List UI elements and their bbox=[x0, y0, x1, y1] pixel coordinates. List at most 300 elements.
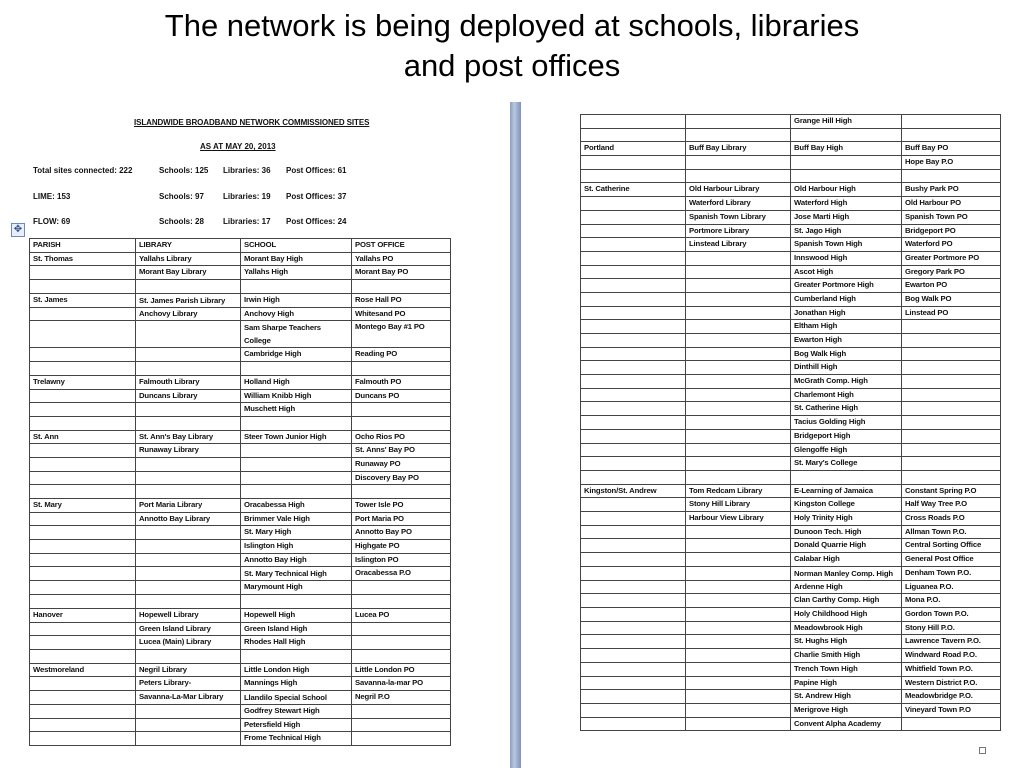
table-cell: Stony Hill Library bbox=[686, 498, 791, 512]
table-cell bbox=[686, 115, 791, 129]
table-cell: Linstead PO bbox=[902, 306, 1001, 320]
document-page-left bbox=[13, 106, 464, 768]
table-cell bbox=[686, 265, 791, 279]
table-cell: Morant Bay High bbox=[241, 252, 352, 266]
table-cell: Holy Childhood High bbox=[791, 608, 902, 622]
table-cell: Morant Bay Library bbox=[136, 266, 241, 280]
table-cell: Portland bbox=[581, 142, 686, 156]
table-cell bbox=[30, 553, 136, 567]
table-cell bbox=[581, 470, 686, 484]
table-cell bbox=[686, 416, 791, 430]
table-cell bbox=[30, 457, 136, 471]
table-row bbox=[30, 499, 451, 513]
table-cell bbox=[581, 224, 686, 238]
table-cell: Whitfield Town P.O. bbox=[902, 662, 1001, 676]
table-cell bbox=[352, 718, 451, 732]
table-cell: Calabar High bbox=[791, 553, 902, 567]
table-cell bbox=[352, 595, 451, 609]
table-cell bbox=[352, 636, 451, 650]
table-cell bbox=[902, 169, 1001, 183]
table-cell: Ewarton High bbox=[791, 334, 902, 348]
table-row bbox=[581, 566, 1001, 580]
table-cell: Constant Spring P.O bbox=[902, 484, 1001, 498]
table-cell bbox=[581, 608, 686, 622]
table-cell bbox=[686, 676, 791, 690]
table-row bbox=[30, 416, 451, 430]
table-cell bbox=[686, 566, 791, 580]
table-cell: William Knibb High bbox=[241, 389, 352, 403]
table-cell bbox=[241, 649, 352, 663]
table-cell bbox=[686, 621, 791, 635]
table-cell: Runaway PO bbox=[352, 457, 451, 471]
table-cell: Dunoon Tech. High bbox=[791, 525, 902, 539]
table-cell: Petersfield High bbox=[241, 718, 352, 732]
table-cell: Waterford High bbox=[791, 197, 902, 211]
table-cell bbox=[30, 595, 136, 609]
table-cell bbox=[30, 718, 136, 732]
slide-title bbox=[0, 6, 1024, 86]
table-cell bbox=[581, 251, 686, 265]
table-cell bbox=[686, 553, 791, 567]
stats-libraries: Libraries: 19 bbox=[223, 192, 271, 201]
table-row bbox=[30, 553, 451, 567]
table-cell: Anchovy Library bbox=[136, 307, 241, 321]
table-cell: Yallahs PO bbox=[352, 252, 451, 266]
table-cell: Llandilo Special School bbox=[241, 690, 352, 704]
table-row bbox=[581, 621, 1001, 635]
table-cell: Papine High bbox=[791, 676, 902, 690]
table-cell bbox=[581, 169, 686, 183]
table-cell bbox=[686, 156, 791, 170]
table-row bbox=[30, 430, 451, 444]
table-cell: Old Harbour Library bbox=[686, 183, 791, 197]
table-cell: Duncans Library bbox=[136, 389, 241, 403]
column-header: POST OFFICE bbox=[352, 239, 451, 253]
table-cell: Allman Town P.O. bbox=[902, 525, 1001, 539]
table-cell bbox=[581, 690, 686, 704]
table-cell bbox=[136, 732, 241, 746]
table-cell bbox=[686, 443, 791, 457]
table-cell: Kingston College bbox=[791, 498, 902, 512]
table-cell: Port Maria Library bbox=[136, 499, 241, 513]
table-row bbox=[30, 636, 451, 650]
table-row bbox=[581, 142, 1001, 156]
table-row bbox=[30, 280, 451, 294]
table-row bbox=[30, 732, 451, 746]
table-cell: Irwin High bbox=[241, 293, 352, 307]
table-cell bbox=[30, 280, 136, 294]
table-cell: Mona P.O. bbox=[902, 594, 1001, 608]
table-row bbox=[581, 690, 1001, 704]
table-cell bbox=[686, 539, 791, 553]
page-divider bbox=[510, 102, 521, 768]
sites-table-right bbox=[580, 114, 1001, 731]
table-cell bbox=[30, 732, 136, 746]
table-row bbox=[30, 649, 451, 663]
table-row bbox=[581, 676, 1001, 690]
table-cell bbox=[791, 169, 902, 183]
table-cell: Spanish Town Library bbox=[686, 210, 791, 224]
table-cell: Cross Roads P.O bbox=[902, 511, 1001, 525]
table-cell bbox=[352, 649, 451, 663]
stats-post-offices: Post Offices: 24 bbox=[286, 217, 347, 226]
table-row bbox=[581, 169, 1001, 183]
table-row bbox=[30, 321, 451, 348]
table-row bbox=[30, 581, 451, 595]
table-cell: Marymount High bbox=[241, 581, 352, 595]
table-cell bbox=[136, 595, 241, 609]
table-cell bbox=[30, 567, 136, 581]
table-cell bbox=[352, 581, 451, 595]
table-cell bbox=[686, 429, 791, 443]
table-cell bbox=[581, 539, 686, 553]
table-row bbox=[581, 279, 1001, 293]
table-cell bbox=[686, 347, 791, 361]
table-row bbox=[30, 362, 451, 376]
table-cell bbox=[581, 498, 686, 512]
table-cell: Old Harbour PO bbox=[902, 197, 1001, 211]
table-cell bbox=[581, 375, 686, 389]
table-cell: Spanish Town PO bbox=[902, 210, 1001, 224]
table-cell bbox=[686, 402, 791, 416]
table-cell: Tacius Golding High bbox=[791, 416, 902, 430]
table-cell bbox=[241, 485, 352, 499]
table-cell bbox=[581, 265, 686, 279]
table-cell: Meadowbrook High bbox=[791, 621, 902, 635]
table-cell bbox=[686, 279, 791, 293]
table-cell bbox=[30, 512, 136, 526]
table-cell: Charlemont High bbox=[791, 388, 902, 402]
table-cell bbox=[352, 280, 451, 294]
table-cell: St. Jago High bbox=[791, 224, 902, 238]
table-row bbox=[581, 402, 1001, 416]
table-cell bbox=[581, 553, 686, 567]
table-cell: Savanna-la-mar PO bbox=[352, 677, 451, 691]
table-cell bbox=[30, 348, 136, 362]
table-cell bbox=[581, 238, 686, 252]
table-row bbox=[30, 444, 451, 458]
table-cell bbox=[136, 581, 241, 595]
table-cell bbox=[686, 334, 791, 348]
table-cell bbox=[581, 361, 686, 375]
table-cell: General Post Office bbox=[902, 553, 1001, 567]
table-row bbox=[30, 348, 451, 362]
table-cell: Bridgeport PO bbox=[902, 224, 1001, 238]
table-row bbox=[30, 622, 451, 636]
table-cell bbox=[581, 347, 686, 361]
table-row bbox=[30, 690, 451, 704]
table-cell bbox=[902, 115, 1001, 129]
table-cell: Hopewell High bbox=[241, 608, 352, 622]
table-row bbox=[30, 704, 451, 718]
table-cell bbox=[686, 320, 791, 334]
table-row bbox=[581, 717, 1001, 731]
table-cell bbox=[30, 362, 136, 376]
table-cell bbox=[686, 375, 791, 389]
table-row bbox=[581, 156, 1001, 170]
table-row bbox=[30, 677, 451, 691]
table-cell: Steer Town Junior High bbox=[241, 430, 352, 444]
table-row bbox=[581, 498, 1001, 512]
table-row bbox=[581, 635, 1001, 649]
table-cell bbox=[581, 511, 686, 525]
table-cell bbox=[686, 128, 791, 142]
table-cell: Port Maria PO bbox=[352, 512, 451, 526]
table-cell bbox=[581, 156, 686, 170]
table-cell bbox=[902, 388, 1001, 402]
table-cell: Hopewell Library bbox=[136, 608, 241, 622]
table-row bbox=[581, 429, 1001, 443]
table-cell: Half Way Tree P.O bbox=[902, 498, 1001, 512]
table-cell: Jonathan High bbox=[791, 306, 902, 320]
table-row bbox=[30, 540, 451, 554]
table-row bbox=[581, 251, 1001, 265]
table-cell: Grange Hill High bbox=[791, 115, 902, 129]
column-header: LIBRARY bbox=[136, 239, 241, 253]
table-cell bbox=[136, 567, 241, 581]
table-cell: Old Harbour High bbox=[791, 183, 902, 197]
move-arrows-icon[interactable]: ✥ bbox=[11, 223, 25, 237]
stats-schools: Schools: 28 bbox=[159, 217, 204, 226]
table-cell: Falmouth Library bbox=[136, 375, 241, 389]
stats-label: FLOW: 69 bbox=[33, 217, 71, 226]
stats-label: LIME: 153 bbox=[33, 192, 71, 201]
table-cell bbox=[581, 594, 686, 608]
table-cell bbox=[902, 375, 1001, 389]
table-cell: E-Learning of Jamaica bbox=[791, 484, 902, 498]
table-cell: Denham Town P.O. bbox=[902, 566, 1001, 580]
column-header: SCHOOL bbox=[241, 239, 352, 253]
table-cell: Rose Hall PO bbox=[352, 293, 451, 307]
table-cell bbox=[581, 334, 686, 348]
table-cell: Eltham High bbox=[791, 320, 902, 334]
table-row bbox=[581, 703, 1001, 717]
table-cell bbox=[136, 457, 241, 471]
document-date-line: AS AT MAY 20, 2013 bbox=[200, 142, 276, 151]
table-cell: Buff Bay PO bbox=[902, 142, 1001, 156]
table-cell: Bog Walk High bbox=[791, 347, 902, 361]
table-cell: Whitesand PO bbox=[352, 307, 451, 321]
table-row bbox=[30, 608, 451, 622]
table-cell bbox=[581, 662, 686, 676]
table-cell bbox=[352, 732, 451, 746]
table-cell: Annotto Bay High bbox=[241, 553, 352, 567]
column-header: PARISH bbox=[30, 239, 136, 253]
table-cell bbox=[581, 676, 686, 690]
table-cell bbox=[30, 690, 136, 704]
table-cell: McGrath Comp. High bbox=[791, 375, 902, 389]
table-cell: Ewarton PO bbox=[902, 279, 1001, 293]
table-row bbox=[581, 210, 1001, 224]
table-row bbox=[581, 306, 1001, 320]
table-cell: Harbour View Library bbox=[686, 511, 791, 525]
table-cell: Negril P.O bbox=[352, 690, 451, 704]
table-cell: Reading PO bbox=[352, 348, 451, 362]
table-row bbox=[581, 580, 1001, 594]
table-cell: Runaway Library bbox=[136, 444, 241, 458]
table-cell bbox=[686, 361, 791, 375]
table-cell bbox=[241, 362, 352, 376]
table-row bbox=[581, 470, 1001, 484]
table-cell: Lawrence Tavern P.O. bbox=[902, 635, 1001, 649]
table-cell: Convent Alpha Academy bbox=[791, 717, 902, 731]
table-row bbox=[581, 457, 1001, 471]
table-cell: Gordon Town P.O. bbox=[902, 608, 1001, 622]
table-cell: Discovery Bay PO bbox=[352, 471, 451, 485]
table-cell bbox=[136, 485, 241, 499]
table-cell: Gregory Park PO bbox=[902, 265, 1001, 279]
table-cell bbox=[30, 581, 136, 595]
table-cell: Rhodes Hall High bbox=[241, 636, 352, 650]
table-cell bbox=[581, 717, 686, 731]
table-cell: Clan Carthy Comp. High bbox=[791, 594, 902, 608]
table-cell bbox=[686, 717, 791, 731]
table-row bbox=[30, 457, 451, 471]
table-cell bbox=[352, 416, 451, 430]
table-cell bbox=[30, 704, 136, 718]
table-cell bbox=[902, 402, 1001, 416]
table-cell: St. Mary bbox=[30, 499, 136, 513]
table-cell: Anchovy High bbox=[241, 307, 352, 321]
table-row bbox=[30, 293, 451, 307]
table-cell: Lucea PO bbox=[352, 608, 451, 622]
table-cell: Meadowbridge P.O. bbox=[902, 690, 1001, 704]
table-cell: Highgate PO bbox=[352, 540, 451, 554]
table-cell bbox=[902, 416, 1001, 430]
table-cell: Islington High bbox=[241, 540, 352, 554]
table-cell bbox=[136, 280, 241, 294]
table-cell bbox=[902, 347, 1001, 361]
table-cell bbox=[30, 266, 136, 280]
table-row bbox=[30, 266, 451, 280]
table-cell bbox=[581, 621, 686, 635]
table-cell: Godfrey Stewart High bbox=[241, 704, 352, 718]
table-cell: Little London High bbox=[241, 663, 352, 677]
table-cell: Brimmer Vale High bbox=[241, 512, 352, 526]
table-cell bbox=[686, 457, 791, 471]
table-cell bbox=[902, 361, 1001, 375]
table-cell: St. Thomas bbox=[30, 252, 136, 266]
table-cell: St. Ann bbox=[30, 430, 136, 444]
table-row bbox=[581, 525, 1001, 539]
table-row bbox=[581, 511, 1001, 525]
table-cell: Ascot High bbox=[791, 265, 902, 279]
table-cell bbox=[30, 677, 136, 691]
table-cell bbox=[686, 470, 791, 484]
stats-post-offices: Post Offices: 61 bbox=[286, 166, 347, 175]
stats-libraries: Libraries: 36 bbox=[223, 166, 271, 175]
table-row bbox=[30, 526, 451, 540]
stats-schools: Schools: 125 bbox=[159, 166, 209, 175]
table-cell bbox=[686, 635, 791, 649]
table-cell bbox=[686, 649, 791, 663]
table-cell bbox=[581, 292, 686, 306]
table-row bbox=[581, 649, 1001, 663]
table-row bbox=[581, 334, 1001, 348]
table-cell: Morant Bay PO bbox=[352, 266, 451, 280]
table-cell bbox=[581, 580, 686, 594]
table-cell: St. Mary's College bbox=[791, 457, 902, 471]
table-cell bbox=[581, 525, 686, 539]
table-cell bbox=[686, 703, 791, 717]
table-cell: Dinthill High bbox=[791, 361, 902, 375]
document-heading: ISLANDWIDE BROADBAND NETWORK COMMISSIONED SITES bbox=[134, 118, 370, 127]
table-cell: Cumberland High bbox=[791, 292, 902, 306]
table-cell bbox=[241, 444, 352, 458]
table-cell bbox=[352, 485, 451, 499]
table-cell: Ardenne High bbox=[791, 580, 902, 594]
table-cell: Annotto Bay PO bbox=[352, 526, 451, 540]
table-cell: Tower Isle PO bbox=[352, 499, 451, 513]
table-cell: Westmoreland bbox=[30, 663, 136, 677]
table-cell bbox=[30, 526, 136, 540]
table-cell bbox=[581, 128, 686, 142]
table-cell bbox=[686, 690, 791, 704]
slide-title-line-2: and post offices bbox=[403, 48, 621, 83]
table-cell bbox=[902, 429, 1001, 443]
table-cell: Waterford Library bbox=[686, 197, 791, 211]
table-cell: Trench Town High bbox=[791, 662, 902, 676]
table-cell: Falmouth PO bbox=[352, 375, 451, 389]
stats-label: Total sites connected: 222 bbox=[33, 166, 133, 175]
table-cell: Greater Portmore PO bbox=[902, 251, 1001, 265]
table-cell bbox=[30, 307, 136, 321]
stats-schools: Schools: 97 bbox=[159, 192, 204, 201]
table-cell: St. James Parish Library bbox=[136, 293, 241, 307]
table-cell bbox=[136, 704, 241, 718]
table-cell: Duncans PO bbox=[352, 389, 451, 403]
table-cell bbox=[30, 444, 136, 458]
table-cell bbox=[581, 635, 686, 649]
table-cell: Windward Road P.O. bbox=[902, 649, 1001, 663]
table-row bbox=[581, 553, 1001, 567]
table-cell bbox=[581, 649, 686, 663]
table-cell bbox=[581, 210, 686, 224]
table-cell bbox=[136, 416, 241, 430]
table-cell: Linstead Library bbox=[686, 238, 791, 252]
table-cell bbox=[902, 128, 1001, 142]
table-cell bbox=[686, 169, 791, 183]
table-cell bbox=[902, 470, 1001, 484]
table-cell: Buff Bay High bbox=[791, 142, 902, 156]
resize-handle[interactable] bbox=[979, 747, 986, 754]
table-cell: Glengoffe High bbox=[791, 443, 902, 457]
table-cell: Annotto Bay Library bbox=[136, 512, 241, 526]
table-cell bbox=[581, 197, 686, 211]
table-cell bbox=[581, 320, 686, 334]
table-cell bbox=[686, 306, 791, 320]
table-cell: St. Ann's Bay Library bbox=[136, 430, 241, 444]
table-cell: Ocho Rios PO bbox=[352, 430, 451, 444]
table-row bbox=[581, 320, 1001, 334]
table-cell: Donald Quarrie High bbox=[791, 539, 902, 553]
table-cell: Greater Portmore High bbox=[791, 279, 902, 293]
table-cell bbox=[581, 388, 686, 402]
table-cell bbox=[581, 279, 686, 293]
table-row bbox=[30, 471, 451, 485]
table-row bbox=[581, 594, 1001, 608]
table-row bbox=[581, 224, 1001, 238]
table-cell bbox=[791, 156, 902, 170]
table-cell: Bridgeport High bbox=[791, 429, 902, 443]
table-cell: Muschett High bbox=[241, 403, 352, 417]
table-row bbox=[581, 443, 1001, 457]
table-cell: St. Mary Technical High bbox=[241, 567, 352, 581]
stats-post-offices: Post Offices: 37 bbox=[286, 192, 347, 201]
table-cell bbox=[902, 320, 1001, 334]
table-cell bbox=[136, 649, 241, 663]
table-row bbox=[581, 292, 1001, 306]
